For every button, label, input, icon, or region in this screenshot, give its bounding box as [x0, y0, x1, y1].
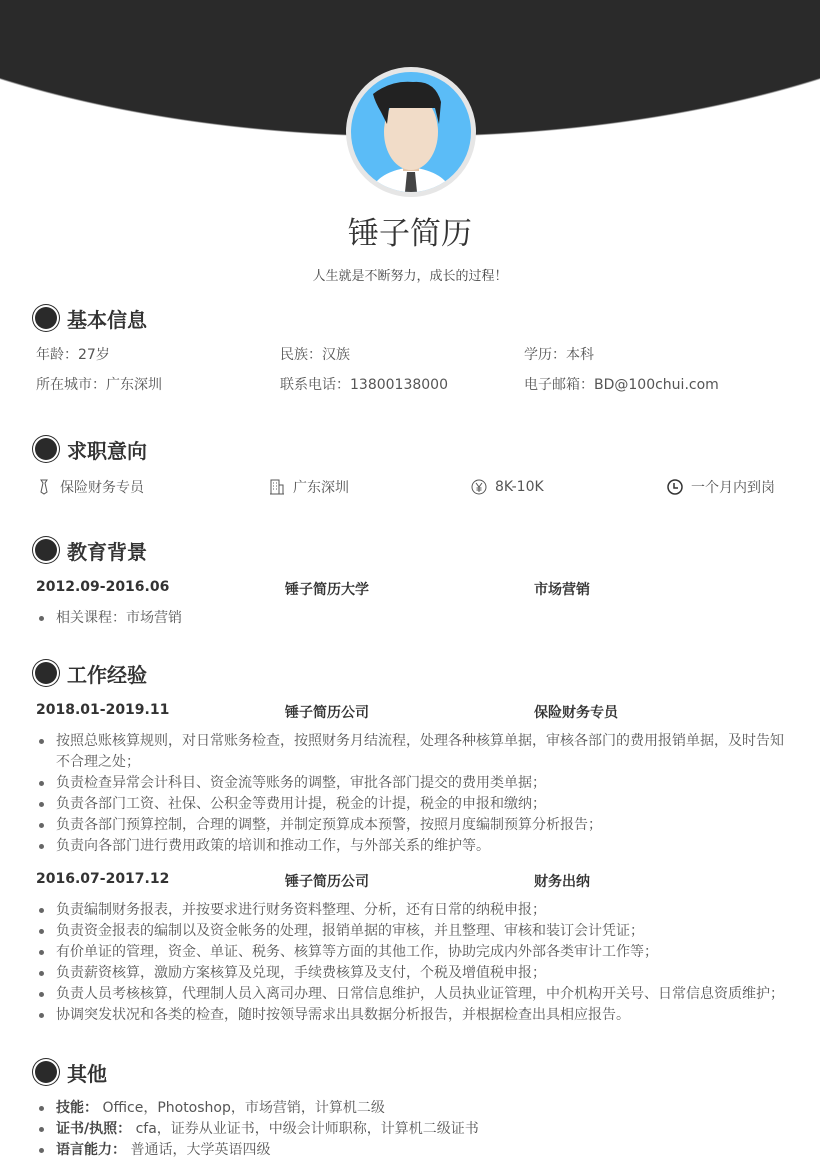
- section-bullet-icon: [35, 539, 57, 561]
- intent-city: [269, 477, 471, 497]
- building-icon: [269, 479, 285, 495]
- intent-position-text: 保险财务专员: [60, 480, 144, 496]
- job-period: 2018.01-2019.11: [36, 702, 170, 718]
- intent-position: [36, 477, 269, 497]
- age: 年龄：27岁: [36, 347, 110, 363]
- avatar-illustration: [351, 72, 471, 192]
- section-basic-info: [34, 305, 794, 395]
- intent-salary: [471, 477, 667, 497]
- list-item: 按照总账核算规则，对日常账务检查，按照财务月结流程，处理各种核算单据，审核各部门的费用报销单据，及时告知不合理之处；: [34, 731, 794, 773]
- clock-icon: [667, 479, 683, 495]
- skills-item: [34, 1098, 794, 1119]
- list-item: 负责各部门预算控制，合理的调整，并制定预算成本预警，按照月度编制预算分析报告；: [34, 815, 794, 836]
- avatar: [346, 67, 476, 197]
- education-level: 学历：本科: [524, 347, 594, 363]
- city: 所在城市：广东深圳: [36, 377, 162, 393]
- intent-city-text: 广东深圳: [293, 480, 349, 496]
- section-job-intent: [34, 436, 794, 497]
- intent-salary-text: 8K-10K: [495, 479, 544, 495]
- job-period: 2016.07-2017.12: [36, 871, 170, 887]
- list-item: 负责薪资核算，激励方案核算及兑现，手续费核算及支付，个税及增值税申报；: [34, 963, 794, 984]
- skills-value: Office，Photoshop，市场营销，计算机二级: [98, 1100, 385, 1116]
- list-item: 有价单证的管理，资金、单证、税务、核算等方面的其他工作，协助完成内外部各类审计工作等；: [34, 942, 794, 963]
- languages-item: [34, 1140, 794, 1161]
- section-title: 其他: [67, 1061, 107, 1086]
- job-company: 锤子简历公司: [285, 874, 369, 890]
- list-item: 负责检查异常会计科目、资金流等账务的调整，审批各部门提交的费用类单据；: [34, 773, 794, 794]
- section-title: 基本信息: [67, 307, 147, 332]
- languages-value: 普通话，大学英语四级: [126, 1142, 271, 1158]
- phone: 联系电话：13800138000: [280, 377, 448, 393]
- job-company: 锤子简历公司: [285, 705, 369, 721]
- list-item: 负责向各部门进行费用政策的培训和推动工作，与外部关系的维护等。: [34, 836, 794, 857]
- list-item: 负责人员考核核算，代理制人员入离司办理、日常信息维护，人员执业证管理，中介机构开关号、日常信息资质维护；: [34, 984, 794, 1005]
- list-item: 协调突发状况和各类的检查，随时按领导需求出具数据分析报告，并根据检查出具相应报告。: [34, 1005, 794, 1026]
- section-bullet-icon: [35, 438, 57, 460]
- section-title: 工作经验: [67, 662, 147, 687]
- certificates-value: cfa，证券从业证书，中级会计师职称，计算机二级证书: [131, 1121, 479, 1137]
- section-bullet-icon: [35, 307, 57, 329]
- section-title: 求职意向: [67, 438, 147, 463]
- edu-major: 市场营销: [534, 582, 590, 598]
- resume-name: 锤子简历: [348, 216, 472, 252]
- section-work: [34, 660, 794, 1026]
- ethnicity: 民族：汉族: [280, 347, 350, 363]
- email: 电子邮箱：BD@100chui.com: [524, 377, 719, 393]
- edu-period: 2012.09-2016.06: [36, 579, 170, 595]
- section-title: 教育背景: [67, 539, 147, 564]
- section-education: [34, 537, 794, 629]
- list-item: 负责各部门工资、社保、公积金等费用计提，税金的计提，税金的申报和缴纳；: [34, 794, 794, 815]
- yen-icon: [471, 479, 487, 495]
- languages-label: 语言能力：: [56, 1142, 126, 1158]
- certificates-item: [34, 1119, 794, 1140]
- edu-school: 锤子简历大学: [285, 582, 369, 598]
- job-role: 保险财务专员: [534, 705, 618, 721]
- tie-icon: [36, 479, 52, 495]
- skills-label: 技能：: [56, 1100, 98, 1116]
- certificates-label: 证书/执照：: [56, 1121, 132, 1137]
- intent-arrival-text: 一个月内到岗: [691, 480, 775, 496]
- section-bullet-icon: [35, 662, 57, 684]
- job-role: 财务出纳: [534, 874, 590, 890]
- section-other: [34, 1059, 794, 1161]
- list-item: 负责编制财务报表，并按要求进行财务资料整理、分析，还有日常的纳税申报；: [34, 900, 794, 921]
- intent-arrival: [667, 477, 775, 497]
- list-item: 相关课程：市场营销: [34, 608, 794, 629]
- section-bullet-icon: [35, 1061, 57, 1083]
- list-item: 负责资金报表的编制以及资金帐务的处理，报销单据的审核，并且整理、审核和装订会计凭证；: [34, 921, 794, 942]
- motto: 人生就是不断努力，成长的过程！: [312, 269, 508, 284]
